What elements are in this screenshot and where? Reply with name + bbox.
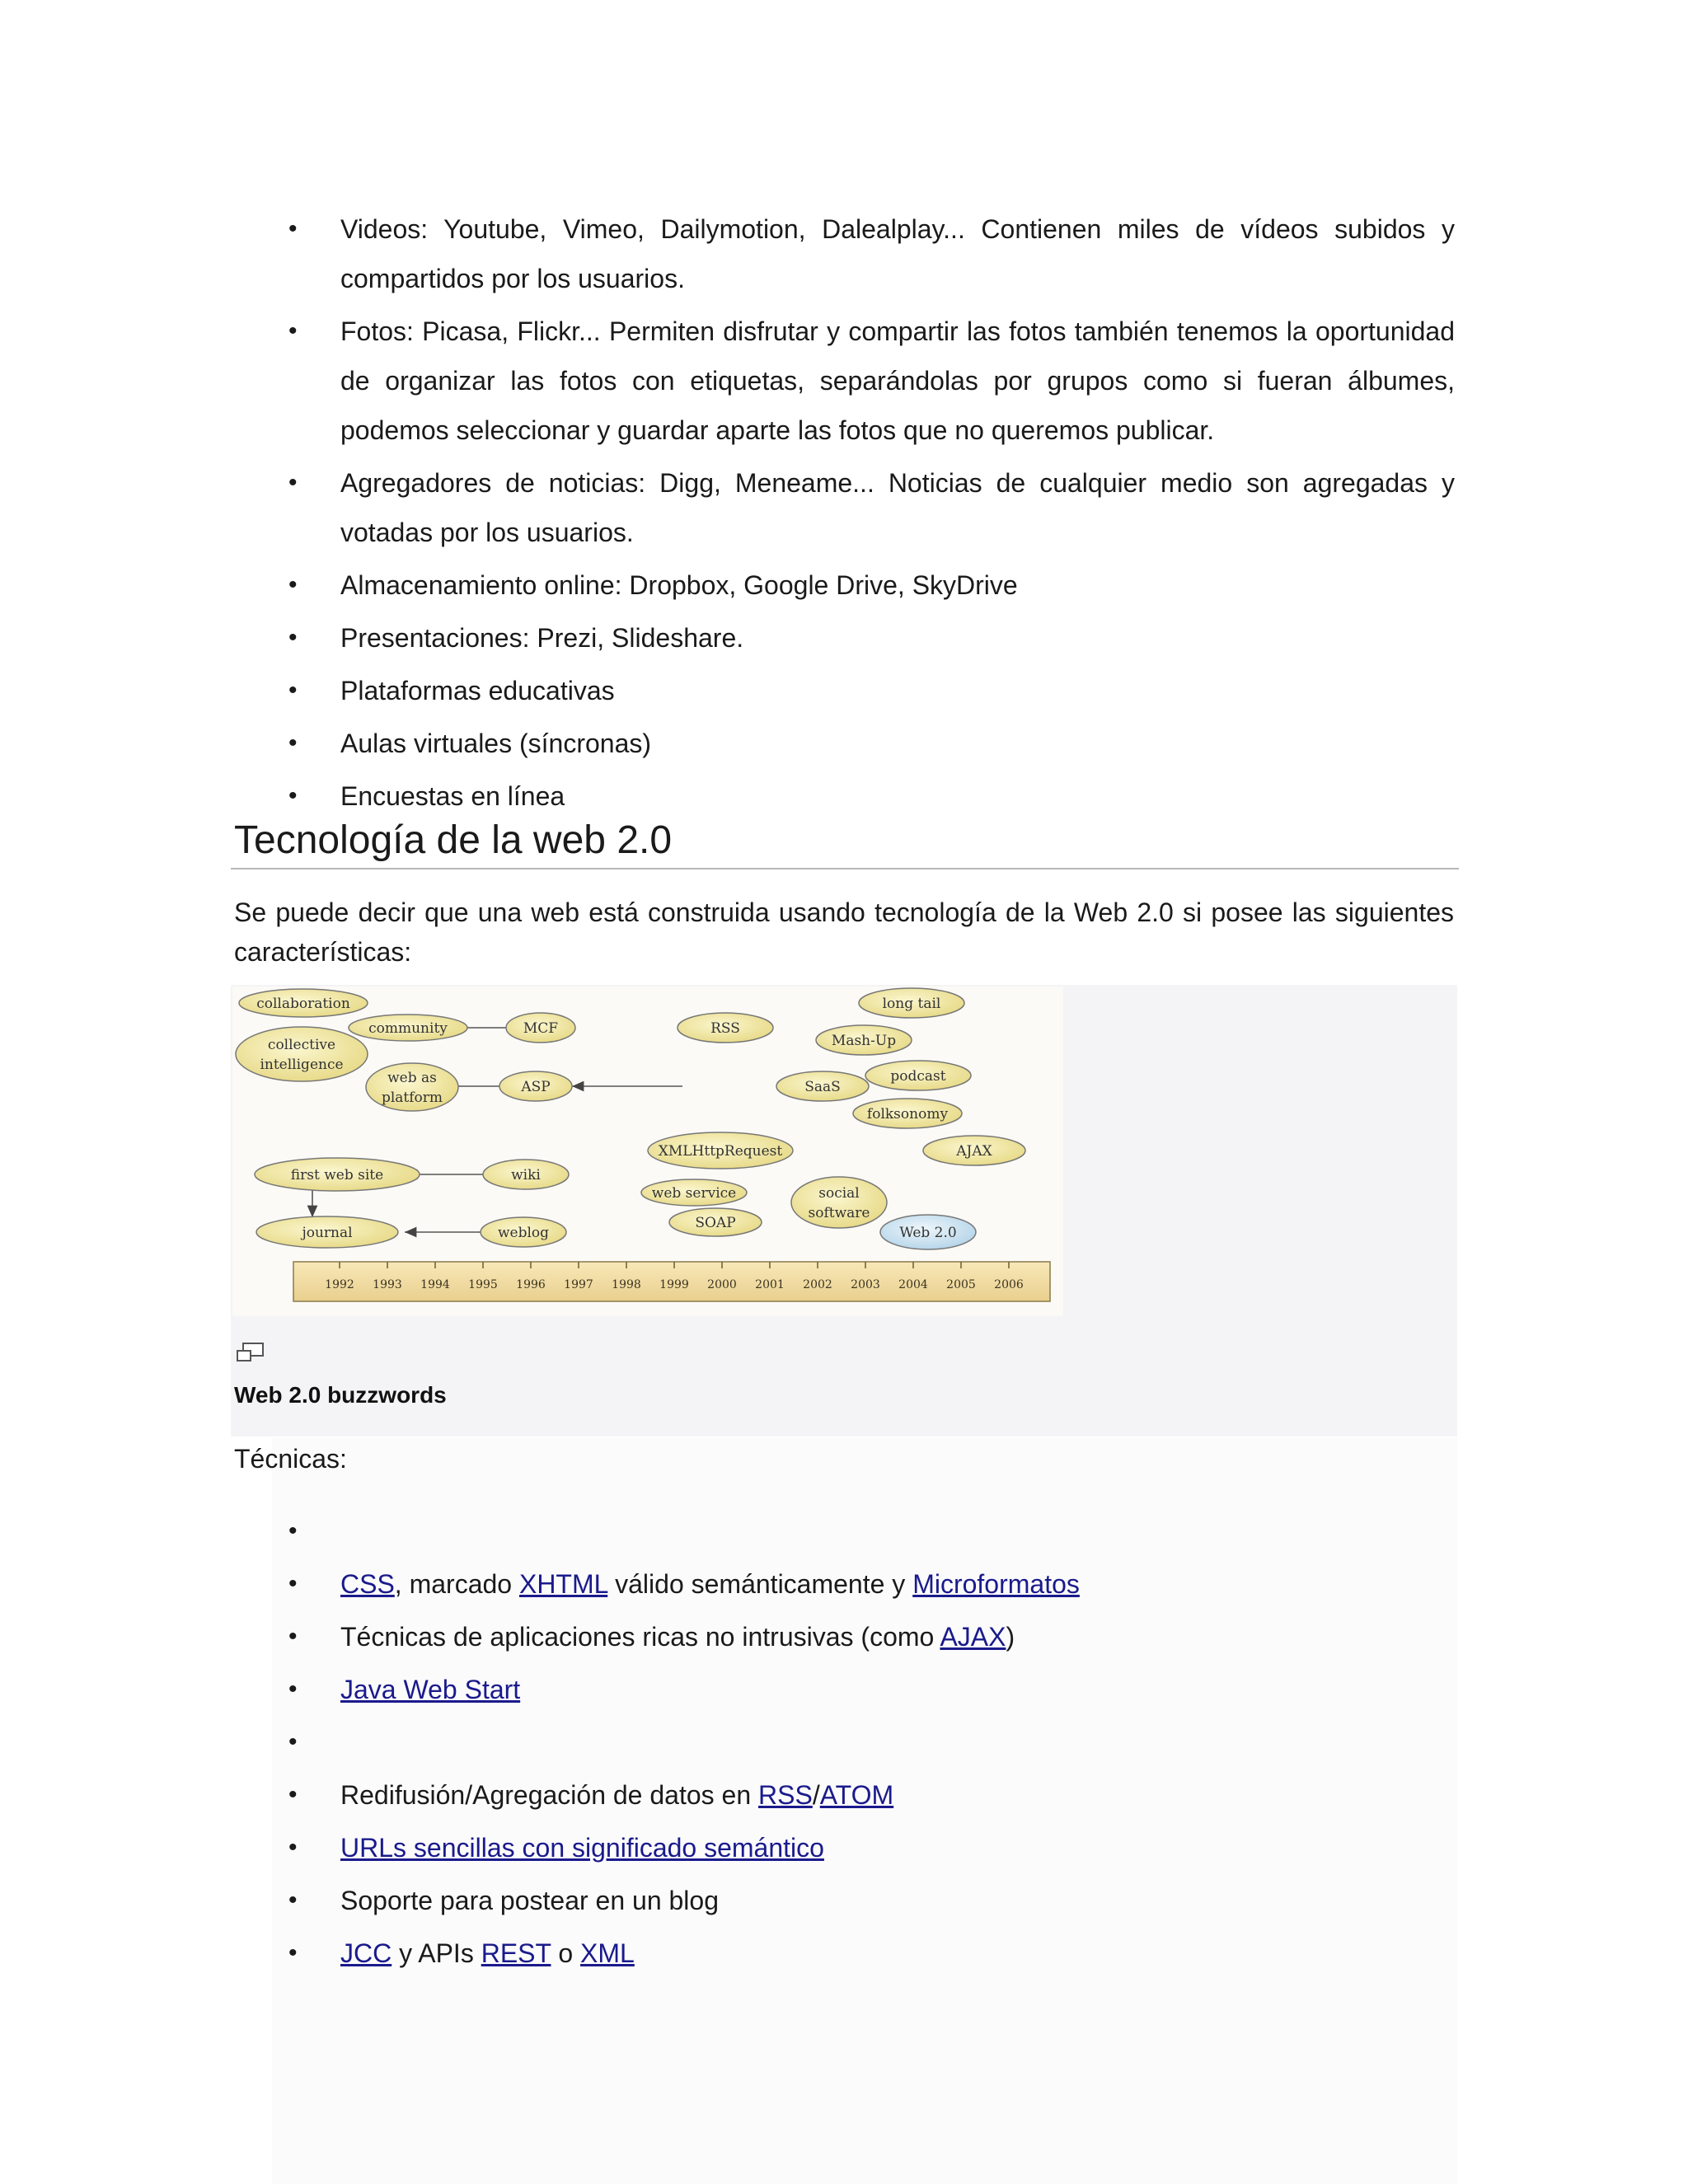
bubble-label: first web site <box>290 1167 384 1183</box>
link-rss[interactable]: RSS <box>758 1780 813 1810</box>
list-item: • Aulas virtuales (síncronas) <box>288 719 1455 768</box>
bubble-label: folksonomy <box>866 1106 949 1122</box>
list-text: y APIs <box>392 1938 481 1968</box>
bubble-label: SOAP <box>695 1215 736 1231</box>
bubble-label: Web 2.0 <box>899 1225 957 1241</box>
year-label: 1999 <box>659 1278 689 1291</box>
year-label: 1997 <box>564 1278 593 1291</box>
list-text: Técnicas de aplicaciones ricas no intrusivas (como <box>340 1622 940 1652</box>
bubble-label: wiki <box>511 1167 541 1183</box>
link-css[interactable]: CSS <box>340 1569 395 1599</box>
list-item: • Presentaciones: Prezi, Slideshare. <box>288 613 1455 663</box>
bubble-label: XMLHttpRequest <box>658 1143 783 1160</box>
year-label: 1998 <box>612 1278 641 1291</box>
link-ajax[interactable]: AJAX <box>940 1622 1006 1652</box>
year-label: 2005 <box>946 1278 976 1291</box>
link-atom[interactable]: ATOM <box>819 1780 894 1810</box>
bubble-label: MCF <box>523 1020 559 1037</box>
bubble-label: podcast <box>890 1068 946 1085</box>
list-text: , marcado <box>394 1569 519 1599</box>
year-label: 1994 <box>420 1278 450 1291</box>
bubble-label: collective <box>267 1037 336 1053</box>
bubble-label: web service <box>651 1185 737 1202</box>
list-item <box>288 1823 1455 1872</box>
bubble-label: intelligence <box>260 1057 344 1073</box>
list-item: • Soporte para postear en un blog <box>288 1876 1455 1925</box>
year-label: 2006 <box>994 1278 1024 1291</box>
link-microformatos[interactable]: Microformatos <box>912 1569 1080 1599</box>
link-xml[interactable]: XML <box>580 1938 635 1968</box>
year-label: 1996 <box>516 1278 546 1291</box>
list-item <box>288 1770 1455 1820</box>
year-label: 2002 <box>803 1278 832 1291</box>
bubble-label: AJAX <box>956 1143 992 1160</box>
list-item <box>288 1665 1455 1714</box>
list-text: válido semánticamente y <box>607 1569 913 1599</box>
bubble-label: weblog <box>497 1225 550 1241</box>
year-label: 1995 <box>468 1278 498 1291</box>
link-java-web-start[interactable]: Java Web Start <box>340 1675 521 1704</box>
heading-divider <box>231 868 1459 869</box>
services-list <box>288 204 1455 824</box>
bubble-label: RSS <box>710 1020 740 1037</box>
year-label: 2001 <box>755 1278 785 1291</box>
list-item: • Almacenamiento online: Dropbox, Google Drive, SkyDrive <box>288 560 1455 610</box>
year-label: 2003 <box>851 1278 880 1291</box>
list-item <box>288 1929 1455 1978</box>
list-text: ) <box>1006 1622 1015 1652</box>
list-item: • Plataformas educativas <box>288 666 1455 715</box>
list-text: Redifusión/Agregación de datos en <box>340 1780 759 1810</box>
list-text: o <box>551 1938 581 1968</box>
web20-diagram[interactable] <box>232 987 1063 1316</box>
bubble-label: social <box>818 1185 860 1202</box>
figure-caption: Web 2.0 buzzwords <box>234 1382 447 1408</box>
bubble-label: software <box>808 1205 870 1221</box>
list-item: • Fotos: Picasa, Flickr... Permiten disfrutar y compartir las fotos también tenemos la oportunidad de organizar las fotos con etiquetas, separándolas por grupos como si fueran álbumes, podemos seleccionar y guardar aparte las fotos que no queremos publicar. <box>288 307 1455 455</box>
list-item: • Agregadores de noticias: Digg, Meneame... Noticias de cualquier medio son agregadas y votadas por los usuarios. <box>288 458 1455 557</box>
bubble-label: collaboration <box>256 996 350 1012</box>
list-item-empty <box>288 1718 1455 1767</box>
bubble-label: platform <box>381 1090 443 1106</box>
enlarge-icon[interactable] <box>236 1342 265 1363</box>
bubble-label: community <box>368 1020 448 1037</box>
link-xhtml[interactable]: XHTML <box>518 1569 608 1599</box>
year-label: 1992 <box>325 1278 354 1291</box>
techniques-list <box>288 1507 1455 1981</box>
section-heading: Tecnología de la web 2.0 <box>234 818 673 862</box>
year-label: 2004 <box>898 1278 928 1291</box>
bubble-label: ASP <box>521 1079 551 1095</box>
bubble-label: long tail <box>882 996 941 1012</box>
bubble-label: web as <box>387 1070 437 1086</box>
list-item <box>288 1612 1455 1661</box>
list-item: • Videos: Youtube, Vimeo, Dailymotion, Dalealplay... Contienen miles de vídeos subidos y compartidos por los usuarios. <box>288 204 1455 303</box>
bubble-label: Mash-Up <box>831 1033 897 1049</box>
link-jcc[interactable]: JCC <box>340 1938 392 1968</box>
intro-paragraph: Se puede decir que una web está construida usando tecnología de la Web 2.0 si posee las siguientes características: <box>234 898 1454 967</box>
bubble-label: SaaS <box>804 1079 841 1095</box>
year-label: 2000 <box>707 1278 737 1291</box>
link-rest[interactable]: REST <box>481 1938 551 1968</box>
link-urls-semanticas[interactable]: URLs sencillas con significado semántico <box>340 1833 824 1863</box>
tecnicas-label: Técnicas: <box>234 1444 347 1474</box>
list-item: • Encuestas en línea <box>288 771 1455 821</box>
list-item <box>288 1559 1455 1609</box>
bubble-label: journal <box>302 1225 353 1241</box>
list-item-empty <box>288 1507 1455 1556</box>
year-label: 1993 <box>373 1278 402 1291</box>
list-text: / <box>812 1780 820 1810</box>
